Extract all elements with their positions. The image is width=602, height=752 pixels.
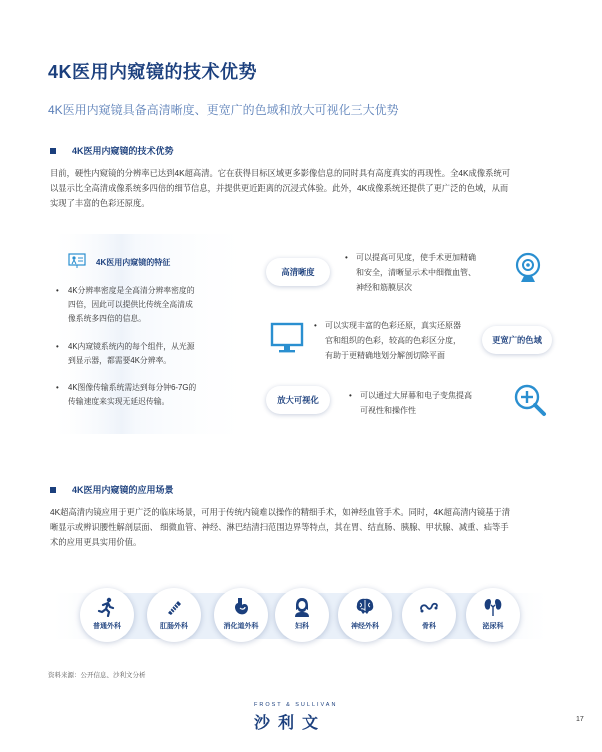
advantage-line: 和安全，清晰显示术中细微血管、	[356, 268, 476, 277]
page-title: 4K医用内窥镜的技术优势	[48, 62, 258, 82]
zoom-in-icon	[513, 383, 547, 417]
bullet: •	[349, 391, 352, 400]
advantage-pill-clarity: 高清晰度	[266, 258, 330, 286]
advantage-line: 可视性和操作性	[360, 406, 416, 415]
application-anorectal-surgery	[147, 588, 201, 642]
advantage-text-clarity	[345, 250, 516, 295]
application-digestive-surgery	[214, 588, 268, 642]
logo-wordmark-cn: 沙利文	[254, 715, 327, 732]
bullet: •	[314, 321, 317, 330]
paragraph-line: 晰显示或辨识腰性解剖层面、 细微血管、神经、淋巴结清扫范围边界等特点，其在胃、结直肠、胰腺、甲状腺、减重、疝等手	[50, 522, 509, 532]
intestine-icon	[164, 597, 184, 617]
advantage-pill-color-gamut: 更宽广的色域	[482, 326, 552, 354]
runner-icon	[97, 597, 117, 617]
feature-item	[56, 284, 238, 326]
presentation-icon	[68, 253, 86, 269]
advantage-pill-magnification: 放大可视化	[266, 386, 330, 414]
application-urology	[466, 588, 520, 642]
page-number: 17	[576, 716, 584, 723]
bullet: •	[56, 383, 59, 392]
features-title: 4K医用内窥镜的特征	[96, 258, 171, 267]
application-neurosurgery	[338, 588, 392, 642]
advantage-line: 可以通过大屏幕和电子变焦提高	[360, 391, 472, 400]
paragraph-line: 实现了丰富的色彩还原度。	[50, 198, 150, 208]
feature-line: 到显示器，都需要4K分辨率。	[68, 356, 172, 365]
advantage-line: 可以实现丰富的色彩还原，真实还原器	[325, 321, 461, 330]
paragraph-line: 目前，硬性内窥镜的分辨率已达到4K超高清。它在获得目标区域更多影像信息的同时具有高度真实的再现性。全4K成像系统可	[50, 168, 511, 178]
application-label: 神经外科	[351, 623, 379, 630]
paragraph-line: 以显示比全高清成像系统多四倍的细节信息，并提供更近距离的沉浸式体验。此外，4K成像系统还提供了更广泛的色域，从而	[50, 183, 509, 193]
advantage-line: 可以提高可见度，使手术更加精确	[356, 253, 476, 262]
kidney-icon	[483, 597, 503, 617]
advantage-line: 官和组织的色彩，较高的色彩区分度，	[325, 336, 461, 345]
application-label: 妇科	[295, 623, 309, 630]
advantage-text-magnification	[349, 388, 510, 418]
application-label: 普通外科	[93, 623, 121, 630]
application-orthopedics	[402, 588, 456, 642]
stomach-icon	[231, 597, 251, 617]
section-heading-applications	[50, 483, 174, 496]
advantage-line: 神经和筋膜层次	[356, 283, 412, 292]
advantage-text-color-gamut	[314, 318, 490, 363]
application-label: 泌尿科	[482, 623, 504, 630]
application-gynecology	[275, 588, 329, 642]
section-bullet-icon	[50, 487, 56, 493]
woman-icon	[292, 597, 312, 617]
paragraph-line: 术的应用更具实用价值。	[50, 537, 142, 547]
bullet: •	[56, 342, 59, 351]
section-heading-text: 4K医用内窥镜的应用场景	[72, 485, 174, 495]
application-label: 骨科	[422, 623, 436, 630]
application-label: 消化道外科	[223, 623, 259, 630]
bone-icon	[419, 597, 439, 617]
section-bullet-icon	[50, 148, 56, 154]
feature-line: 4K图像传输系统需达到每分钟6-7G的	[68, 383, 197, 392]
feature-line: 4K分辨率密度是全高清分辨率密度的	[68, 286, 195, 295]
source-note: 资料来源：公开信息、沙利文分析	[48, 672, 146, 679]
logo-wordmark-en: FROST & SULLIVAN	[254, 702, 338, 708]
section-heading-advantages	[50, 144, 174, 157]
section-paragraph	[50, 505, 560, 550]
feature-line: 4K内窥镜系统内的每个组件，从光源	[68, 342, 195, 351]
advantage-line: 有助于更精确地划分解剖切除平面	[325, 351, 445, 360]
brain-icon	[355, 597, 375, 617]
section-paragraph	[50, 166, 560, 211]
section-heading-text: 4K医用内窥镜的技术优势	[72, 146, 174, 156]
bullet: •	[345, 253, 348, 262]
feature-line: 像系统多四倍的信息。	[68, 314, 146, 323]
feature-item	[56, 381, 238, 409]
bullet: •	[56, 286, 59, 295]
feature-line: 传输速度来实现无延迟传输。	[68, 397, 170, 406]
application-label: 肛肠外科	[160, 623, 188, 630]
application-general-surgery	[80, 588, 134, 642]
webcam-icon	[513, 252, 543, 284]
feature-item	[56, 340, 238, 368]
monitor-icon	[270, 322, 304, 354]
feature-line: 四倍，因此可以提供比传统全高清成	[68, 300, 193, 309]
paragraph-line: 4K超高清内镜应用于更广泛的临床场景，可用于传统内镜难以操作的精细手术，如神经血管手术。同时，4K超高清内镜基于清	[50, 507, 511, 517]
page-subtitle: 4K医用内窥镜具备高清晰度、更宽广的色域和放大可视化三大优势	[48, 103, 399, 117]
